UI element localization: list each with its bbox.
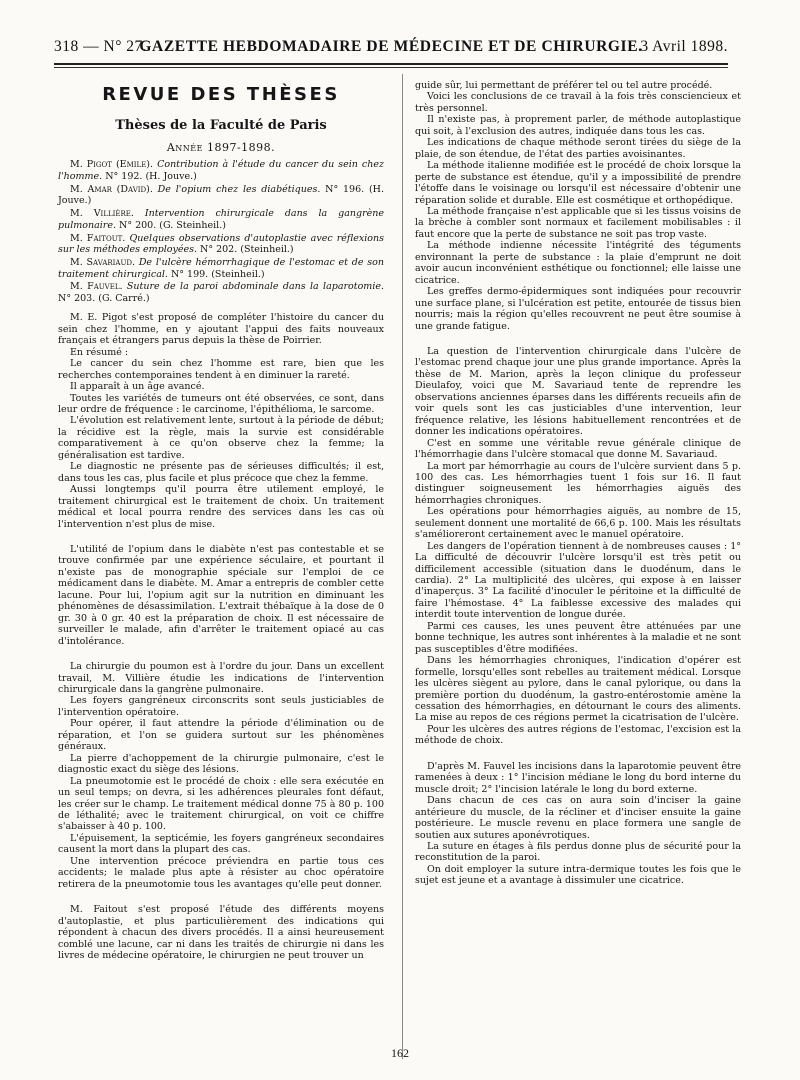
- paragraph: Le diagnostic ne présente pas de sérieuses difficultés; il est, dans tous les cas, plus facile et plus précoce que chez la femme.: [58, 461, 384, 484]
- paragraph: La mort par hémorrhagie au cours de l'ulcère survient dans 5 p. 100 des cas. Les hémorrhagies tuent 1 fois sur 16. Il faut distinguer soigneusement les hémorrhagies aiguës des hémorrhagies chroniques.: [415, 460, 741, 506]
- header-rule-thick: [54, 63, 728, 65]
- thesis-author: M. Villière.: [70, 208, 134, 220]
- paragraph: Dans chacun de ces cas on aura soin d'inciser la gaine antérieure du muscle, de la récliner et d'inciser ensuite la gaine postérieure. Le muscle revenu en place formera une sangle de soutien aux sutures aponévrotiques.: [415, 795, 741, 841]
- column-divider: [402, 74, 403, 1059]
- academic-year: Année 1897-1898.: [166, 141, 276, 154]
- thesis-title: Suture de la paroi abdominale dans la laparotomie.: [126, 281, 384, 293]
- thesis-title: Quelques observations d'autoplastie avec réflexions sur les méthodes employées.: [58, 232, 385, 256]
- journal-title: GAZETTE HEBDOMADAIRE DE MÉDECINE ET DE CHIRURGIE.: [139, 38, 643, 55]
- page-number: 318 — N° 27.: [54, 38, 148, 55]
- paragraph: Parmi ces causes, les unes peuvent être atténuées par une bonne technique, les autres sont inhérentes à la maladie et ne sont pas susceptibles d'être modifiées.: [415, 620, 741, 655]
- thesis-details: N° 200. (G. Steinheil.): [119, 219, 226, 231]
- paragraph: Le cancer du sein chez l'homme est rare, bien que les recherches contemporaines tendent à en diminuer la rareté.: [58, 358, 384, 381]
- paragraph: guide sûr, lui permettant de préférer tel ou tel autre procédé.: [415, 80, 713, 91]
- paragraph: Il n'existe pas, à proprement parler, de méthode autoplastique qui soit, à l'exclusion des autres, indiquée dans tous les cas.: [415, 114, 741, 137]
- thesis-author: M. Fauvel.: [70, 281, 123, 293]
- right-column: [415, 80, 741, 887]
- paragraph: Pour opérer, il faut attendre la période d'élimination ou de réparation, et l'on se guidera surtout sur les phénomènes généraux.: [58, 718, 384, 753]
- thesis-details: N° 196. (H. Jouve.): [58, 183, 384, 207]
- thesis-details: N° 203. (G. Carré.): [58, 292, 150, 304]
- paragraph: Une intervention précoce préviendra en partie tous ces accidents; le malade plus apte à résister au choc opératoire retirera de la pneumotomie tous les avantages qu'elle peut donner.: [58, 855, 384, 890]
- thesis-author: M. Amar (David).: [70, 183, 153, 195]
- thesis-title: Intervention chirurgicale dans la gangrène pulmonaire.: [58, 208, 384, 231]
- paragraph: L'épuisement, la septicémie, les foyers gangréneux secondaires causent la mort dans la plupart des cas.: [58, 832, 384, 856]
- paragraph: M. Faitout s'est proposé l'étude des différents moyens d'autoplastie, et plus particulièrement des indications qui répondent à chacun des divers procédés. Il a ainsi heureusement comblé une lacune, car ni dans les traités de chirurgie ni dans les livres de médecine opératoire, le chirurgien ne peut trouver un: [58, 904, 384, 961]
- paragraph: M. E. Pigot s'est proposé de compléter l'histoire du cancer du sein chez l'homme, en y ajoutant l'appui des faits nouveaux français et étrangers parus depuis la thèse de Poirrier.: [58, 312, 384, 347]
- paragraph: La méthode indienne nécessite l'intégrité des téguments environnant la perte de substance : la plaie d'emprunt ne doit avoir aucun inconvénient esthétique ou fonctionnel; elle laisse une cicatrice.: [415, 240, 741, 286]
- thesis-list: [58, 159, 384, 304]
- thesis-entry: [58, 184, 384, 207]
- thesis-author: M. Savariaud.: [70, 257, 136, 269]
- thesis-entry: [58, 208, 384, 231]
- thesis-author: M. Faitout.: [70, 232, 126, 244]
- paragraph: Dans les hémorrhagies chroniques, l'indication d'opérer est formelle, lorsqu'elles sont rebelles au traitement médical. Lorsque les ulcères siègent au pylore, dans le canal pylorique, ou dans la première portion du duodénum, la gastro-entérostomie amène la cessation des hémorrhagies, en détournant le cours des aliments. La mise au repos de ces régions permet la cicatrisation de l'ulcère.: [415, 655, 741, 724]
- paragraph: La chirurgie du poumon est à l'ordre du jour. Dans un excellent travail, M. Villière étudie les indications de l'intervention chirurgicale dans la gangrène pulmonaire.: [58, 661, 384, 695]
- thesis-details: N° 192. (H. Jouve.): [105, 170, 197, 182]
- thesis-author: M. Pigot (Emile).: [70, 159, 154, 171]
- left-column: [58, 84, 384, 961]
- paragraph: C'est en somme une véritable revue générale clinique de l'hémorrhagie dans l'ulcère stomacal que donne M. Savariaud.: [415, 437, 741, 461]
- paragraph: La pneumotomie est le procédé de choix : elle sera exécutée en un seul temps; on devra, si les adhérences pleurales font défaut, les créer sur le champ. Le traitement médical donne 75 à 80 p. 100 de léthalité; avec le traitement chirurgical, on voit ce chiffre s'abaisser à 40 p. 100.: [58, 775, 384, 833]
- header-rule-thin: [54, 67, 728, 68]
- thesis-entry: [58, 281, 384, 304]
- paragraph: Pour les ulcères des autres régions de l'estomac, l'excision est la méthode de choix.: [415, 723, 741, 747]
- paragraph: En résumé :: [70, 346, 129, 358]
- paragraph: Les indications de chaque méthode seront tirées du siège de la plaie, de son étendue, de l'état des parties avoisinantes.: [415, 137, 741, 160]
- thesis-title: Contribution à l'étude du cancer du sein chez l'homme.: [58, 159, 384, 182]
- section-title: REVUE DES THÈSES: [102, 84, 340, 105]
- paragraph: La question de l'intervention chirurgicale dans l'ulcère de l'estomac prend chaque jour une plus grande importance. Après la thèse de M. Marion, après la leçon clinique du professeur Dieulafoy, voici que M. Savariaud tente de reprendre les observations anciennes éparses dans les différents recueils afin de voir quels sont les cas justiciables d'une intervention, leur fréquence relative, les lésions habituellement rencontrées et de donner les indications opératoires.: [415, 345, 741, 438]
- thesis-title: De l'ulcère hémorrhagique de l'estomac et de son traitement chirurgical.: [58, 257, 384, 280]
- paragraph: Les dangers de l'opération tiennent à de nombreuses causes : 1° La difficulté de découvrir l'ulcère lorsqu'il est très petit ou difficilement accessible (situation dans le duodénum, dans le cardia). 2° La multiplicité des ulcères, qui expose à en laisser d'inaperçus. 3° La facilité d'inoculer le péritoine et la difficulté de faire l'hémostase. 4° La faiblesse excessive des malades qui interdit toute intervention de longue durée.: [415, 540, 741, 621]
- paragraph: D'après M. Fauvel les incisions dans la laparotomie peuvent être ramenées à deux : 1° l'incision médiane le long du bord interne du muscle droit; 2° l'incision latérale le long du bord externe.: [415, 760, 741, 795]
- running-header: [54, 36, 728, 60]
- thesis-title: De l'opium chez les diabétiques.: [157, 183, 321, 195]
- thesis-details: N° 202. (Steinheil.): [200, 244, 294, 256]
- thesis-details: N° 199. (Steinheil.): [170, 268, 265, 280]
- paragraph: Aussi longtemps qu'il pourra être utilement employé, le traitement chirurgical est le traitement de choix. Un traitement médical et local pourra rendre des services dans les cas où l'intervention n'est plus de mise.: [58, 484, 384, 530]
- paragraph: L'utilité de l'opium dans le diabète n'est pas contestable et se trouve confirmée par une expérience séculaire, et pourtant il n'existe pas de monographie spéciale sur l'emploi de ce médicament dans le diabète. M. Amar a entrepris de combler cette lacune. Pour lui, l'opium agit sur la nutrition en diminuant les phénomènes de désassimilation. L'extrait thébaïque à la dose de 0 gr. 30 à 0 gr. 40 est la préparation de choix. Il est nécessaire de surveiller le malade, afin d'arrêter le traitement opiacé au cas d'intolérance.: [58, 544, 384, 647]
- paragraph: La pierre d'achoppement de la chirurgie pulmonaire, c'est le diagnostic exact du siège des lésions.: [58, 752, 384, 776]
- thesis-entry: [58, 257, 384, 280]
- paragraph: Les greffes dermo-épidermiques sont indiquées pour recouvrir une surface plane, si l'ulcération est petite, entourée de tissus bien nourris; mais la région qu'elles recouvrent ne peut être soumise à une grande fatigue.: [415, 286, 741, 332]
- issue-date: 3 Avril 1898.: [640, 38, 728, 55]
- folio-number: 162: [391, 1046, 409, 1060]
- paragraph: Voici les conclusions de ce travail à la fois très consciencieux et très personnel.: [415, 91, 741, 114]
- paragraph: La méthode italienne modifiée est le procédé de choix lorsque la perte de substance est étendue, qu'il y a impossibilité de prendre l'étoffe dans le voisinage ou lorsqu'il est nécessaire d'obtenir une réparation solide et durable. Elle est cosmétique et orthopédique.: [415, 160, 741, 206]
- paragraph: La méthode française n'est applicable que si les tissus voisins de la brèche à combler sont normaux et facilement mobilisables : il faut encore que la perte de substance ne soit pas trop vaste.: [415, 205, 741, 240]
- paragraph: Les opérations pour hémorrhagies aiguës, au nombre de 15, seulement donnent une mortalité de 66,6 p. 100. Mais les résultats s'amélioreront certainement avec le manuel opératoire.: [415, 506, 741, 541]
- paragraph: Les foyers gangréneux circonscrits sont seuls justiciables de l'intervention opératoire.: [58, 695, 384, 718]
- thesis-entry: [58, 159, 384, 182]
- paragraph: Toutes les variétés de tumeurs ont été observées, ce sont, dans leur ordre de fréquence : le carcinome, l'épithélioma, le sarcome.: [58, 392, 384, 416]
- paragraph: On doit employer la suture intra-dermique toutes les fois que le sujet est jeune et a avantage à dissimuler une cicatrice.: [415, 863, 741, 887]
- paragraph: Il apparaît à un âge avancé.: [70, 381, 205, 393]
- section-subtitle: Thèses de la Faculté de Paris: [115, 118, 327, 133]
- paragraph: L'évolution est relativement lente, surtout à la période de début; la récidive est la règle, mais la survie est considérable comparativement à ce qu'on observe chez la femme; la généralisation est tardive.: [58, 415, 384, 461]
- paragraph: La suture en étages à fils perdus donne plus de sécurité pour la reconstitution de la paroi.: [415, 841, 741, 864]
- thesis-entry: [58, 233, 384, 256]
